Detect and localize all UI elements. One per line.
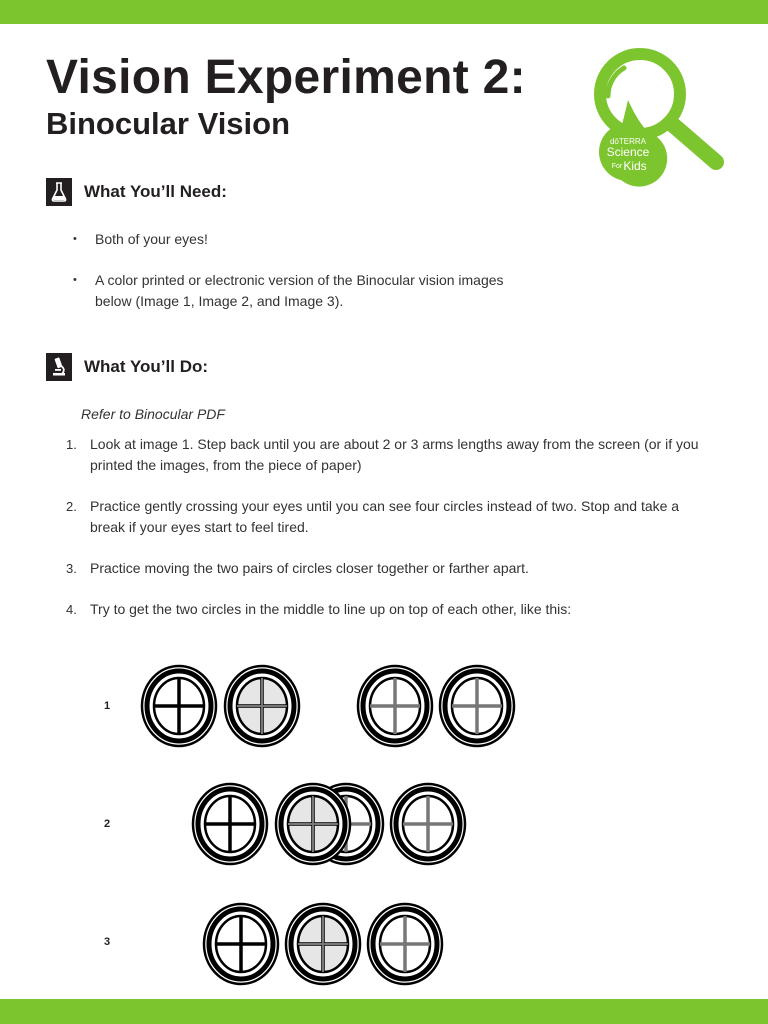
step-item: 2. Practice gently crossing your eyes until you can see four circles instead of two. Stop and take a break if your eyes start to feel tired. — [66, 498, 680, 535]
svg-text:Kids: Kids — [623, 159, 647, 173]
target-circle — [142, 666, 216, 746]
target-circle — [391, 784, 465, 864]
step-item: 4. Try to get the two circles in the middle to line up on top of each other, like this: — [66, 601, 572, 617]
svg-text:dōTERRA: dōTERRA — [609, 137, 647, 146]
bottom-accent-bar — [0, 999, 768, 1024]
step-item: 1. Look at image 1. Step back until you are about 2 or 3 arms lengths away from the screen (or if you printed the images, from the piece of paper) — [66, 436, 699, 473]
page-title: Vision Experiment 2: — [46, 51, 526, 104]
figure-row-2 — [193, 784, 465, 864]
what-youll-need-heading: What You’ll Need: — [84, 182, 227, 201]
what-youll-do-heading: What You’ll Do: — [84, 357, 209, 376]
figure-label-2: 2 — [104, 818, 111, 830]
figure-label-1: 1 — [104, 700, 111, 712]
target-circle — [193, 784, 267, 864]
target-circle — [276, 784, 350, 864]
target-circle — [286, 904, 360, 984]
list-item: • Both of your eyes! — [73, 231, 208, 247]
svg-text:For: For — [611, 163, 623, 170]
target-circle — [204, 904, 278, 984]
target-circle — [440, 666, 514, 746]
figure-row-3 — [204, 904, 442, 984]
figure-label-3: 3 — [104, 936, 111, 948]
svg-text:Science: Science — [606, 145, 650, 159]
page-subtitle: Binocular Vision — [46, 106, 291, 141]
refer-note: Refer to Binocular PDF — [81, 406, 225, 422]
figure-row-1 — [142, 666, 514, 746]
target-circle — [368, 904, 442, 984]
target-circle — [358, 666, 432, 746]
step-item: 3. Practice moving the two pairs of circles closer together or farther apart. — [66, 560, 529, 576]
list-item: • A color printed or electronic version of the Binocular vision images below (Image 1, Image 2, and Image 3). — [73, 272, 504, 309]
target-circle — [225, 666, 299, 746]
